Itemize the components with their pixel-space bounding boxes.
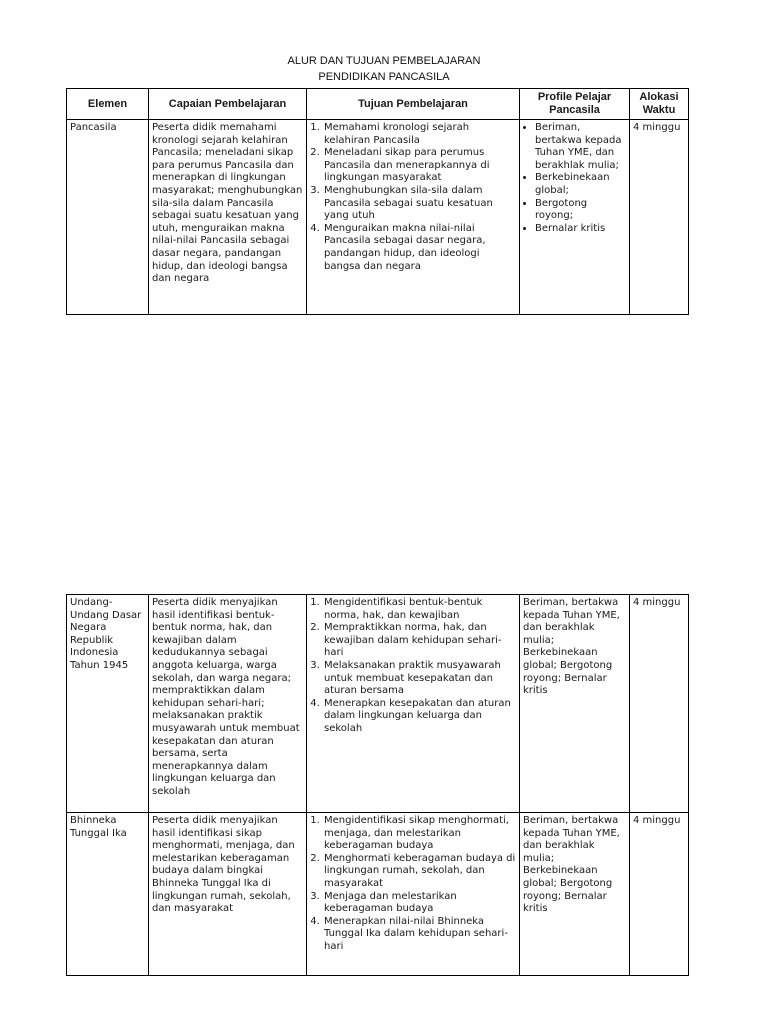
cell-alokasi: 4 minggu [630,813,689,976]
table-row [67,120,689,315]
cell-alokasi: 4 minggu [630,120,689,315]
document-subtitle: PENDIDIKAN PANCASILA [318,71,450,83]
document-title: ALUR DAN TUJUAN PEMBELAJARAN [287,55,481,67]
learning-objectives-table-part-2 [66,594,689,976]
profile-list [523,122,626,235]
tujuan-item: 2. Meneladani sikap para perumus Pancasila dan menerapkannya di lingkungan masyarakat [323,147,516,185]
tujuan-item: 2. Menghormati keberagaman budaya di lingkungan rumah, sekolah, dan masyarakat [323,853,516,891]
tujuan-item: 1. Mengidentifikasi bentuk-bentuk norma, hak, dan kewajiban [323,597,516,622]
header-profile: Profile Pelajar Pancasila [520,89,630,120]
tujuan-item: 3. Menghubungkan sila-sila dalam Pancasila sebagai suatu kesatuan yang utuh [323,185,516,223]
tujuan-item: 2. Mempraktikkan norma, hak, dan kewajiban dalam kehidupan sehari-hari [323,622,516,660]
cell-elemen: Undang-Undang Dasar Negara Republik Indonesia Tahun 1945 [67,595,149,813]
profile-item: • Bergotong royong; [535,198,626,223]
tujuan-list [310,122,516,273]
cell-alokasi: 4 minggu [630,595,689,813]
header-elemen: Elemen [67,89,149,120]
tujuan-item: 1. Mengidentifikasi sikap menghormati, menjaga, dan melestarikan keberagaman budaya [323,815,516,853]
header-capaian: Capaian Pembelajaran [149,89,307,120]
cell-profile: Beriman, bertakwa kepada Tuhan YME, dan berakhlak mulia; Berkebinekaan global; Bergotong royong; Bernalar kritis [520,595,630,813]
tujuan-item: 4. Menerapkan nilai-nilai Bhinneka Tunggal Ika dalam kehidupan sehari-hari [323,916,516,954]
tujuan-item: 4. Menerapkan kesepakatan dan aturan dalam lingkungan keluarga dan sekolah [323,698,516,736]
tujuan-list [310,815,516,954]
cell-profile: Beriman, bertakwa kepada Tuhan YME, dan berakhlak mulia; Berkebinekaan global; Bergotong royong; Bernalar kritis [520,813,630,976]
cell-capaian: Peserta didik menyajikan hasil identifikasi sikap menghormati, menjaga, dan melestarikan keberagaman budaya dalam bingkai Bhinneka Tunggal Ika di lingkungan rumah, sekolah, dan masyarakat [149,813,307,976]
cell-tujuan [307,813,520,976]
tujuan-list [310,597,516,736]
table-row [67,813,689,976]
header-alokasi: Alokasi Waktu [630,89,689,120]
cell-profile [520,120,630,315]
table-header-row [67,89,689,120]
profile-item: • Bernalar kritis [535,223,626,236]
cell-tujuan [307,595,520,813]
tujuan-item: 3. Menjaga dan melestarikan keberagaman budaya [323,891,516,916]
learning-objectives-table-part-1 [66,88,689,315]
profile-item: • Berkebinekaan global; [535,172,626,197]
table-row [67,595,689,813]
cell-capaian: Peserta didik menyajikan hasil identifikasi bentuk-bentuk norma, hak, dan kewajiban dalam kedudukannya sebagai anggota keluarga, warga sekolah, dan warga negara; mempraktikkan dalam kehidupan sehari-hari; melaksanakan praktik musyawarah untuk membuat kesepakatan dan aturan bersama, serta menerapkannya dalam lingkungan keluarga dan sekolah [149,595,307,813]
header-tujuan: Tujuan Pembelajaran [307,89,520,120]
cell-capaian: Peserta didik memahami kronologi sejarah kelahiran Pancasila; meneladani sikap para perumus Pancasila dan menerapkan di lingkungan masyarakat; menghubungkan sila-sila dalam Pancasila sebagai suatu kesatuan yang utuh, menguraikan makna nilai-nilai Pancasila sebagai dasar negara, pandangan hidup, dan ideologi bangsa dan negara [149,120,307,315]
cell-tujuan [307,120,520,315]
profile-item: • Beriman, bertakwa kepada Tuhan YME, dan berakhlak mulia; [535,122,626,172]
tujuan-item: 1. Memahami kronologi sejarah kelahiran Pancasila [323,122,516,147]
cell-elemen: Bhinneka Tunggal Ika [67,813,149,976]
tujuan-item: 4. Menguraikan makna nilai-nilai Pancasila sebagai dasar negara, pandangan hidup, dan ideologi bangsa dan negara [323,223,516,273]
cell-elemen: Pancasila [67,120,149,315]
tujuan-item: 3. Melaksanakan praktik musyawarah untuk membuat kesepakatan dan aturan bersama [323,660,516,698]
